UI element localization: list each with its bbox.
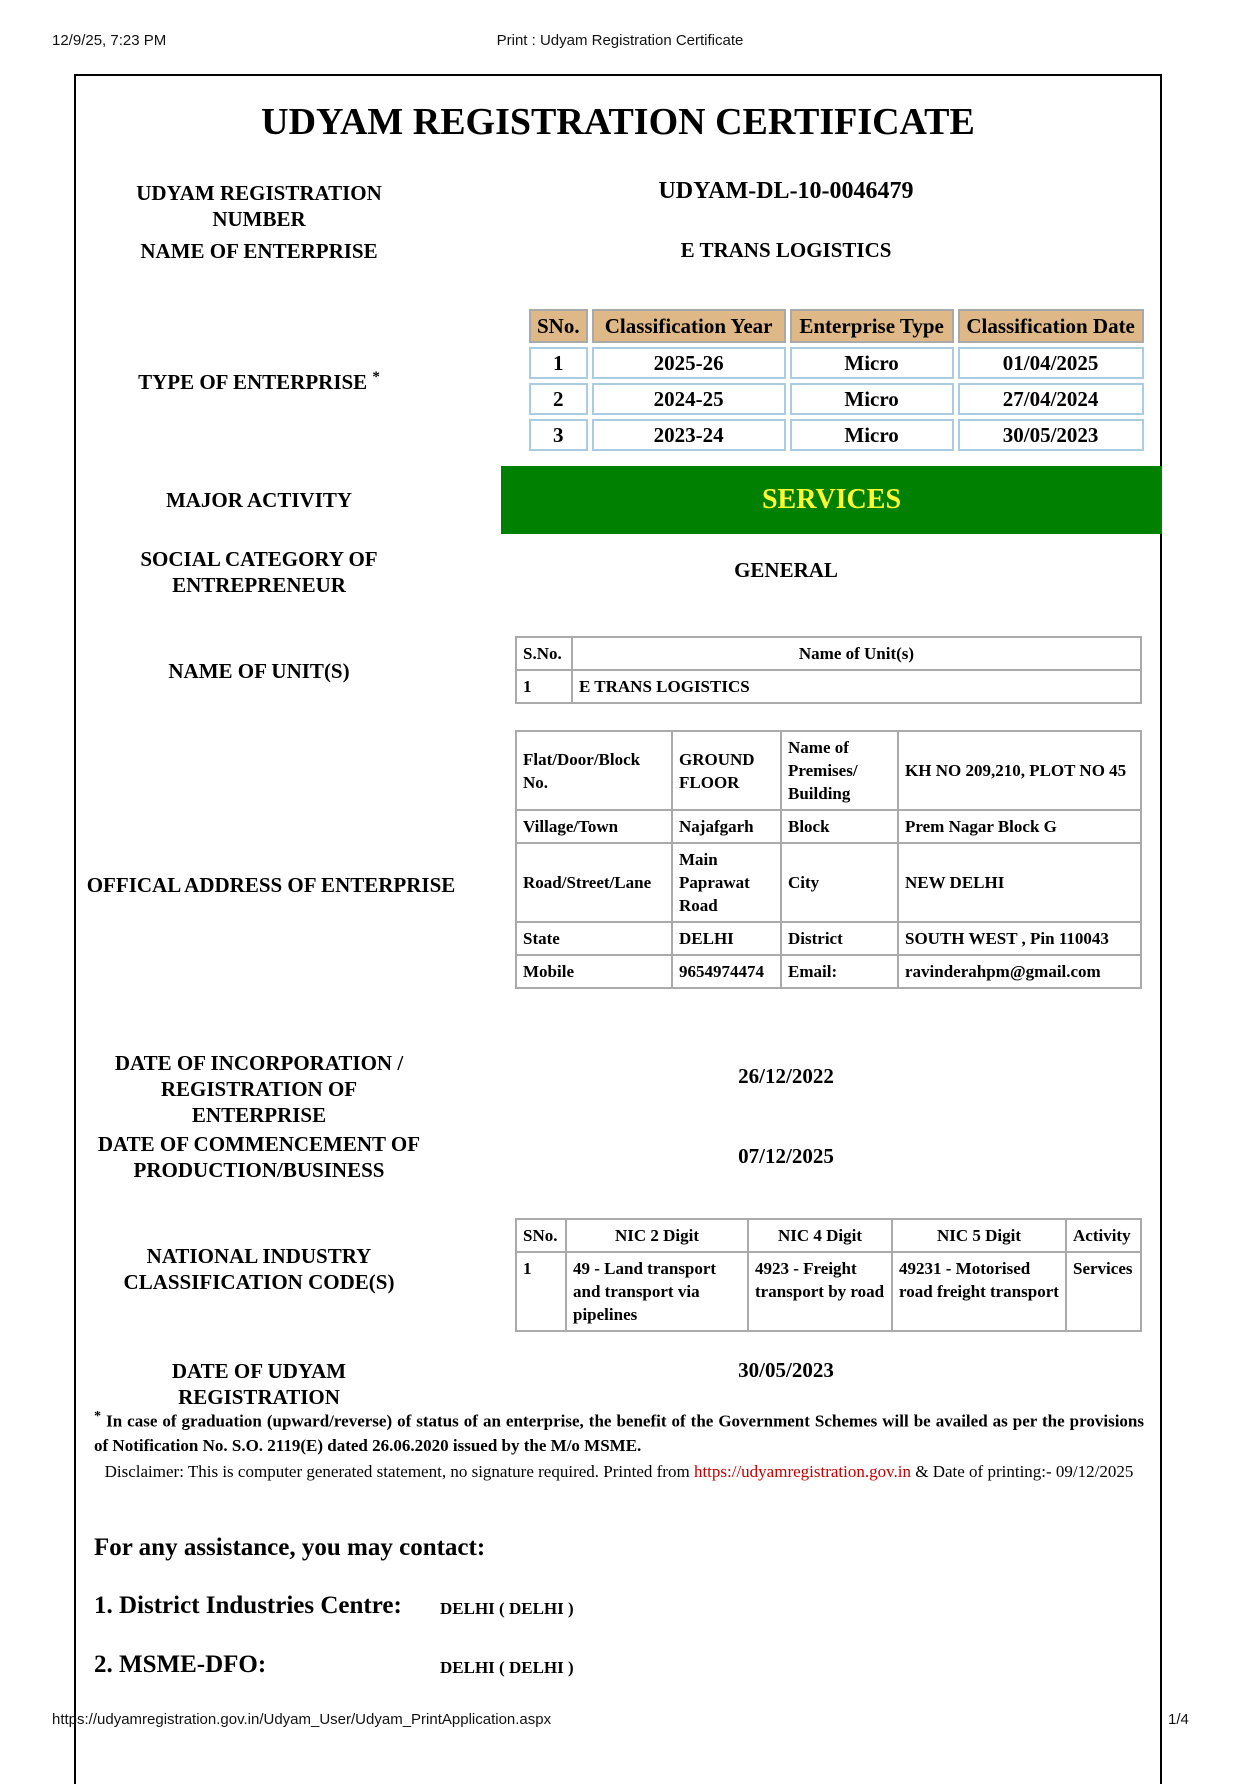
address-field-label: Block bbox=[781, 810, 898, 843]
col-header: NIC 5 Digit bbox=[892, 1219, 1066, 1252]
table-row bbox=[516, 670, 1141, 703]
footnote: * In case of graduation (upward/reverse) of status of an enterprise, the benefit of the Government Schemes will be availed as per the provisions of Notification No. S.O. 2119(E) dated 26.06.2020 issued by the M/o MSME. bbox=[94, 1408, 1144, 1455]
address-field-value: GROUND FLOOR bbox=[672, 731, 781, 810]
table-cell: 4923 - Freight transport by road bbox=[748, 1252, 892, 1331]
col-header: Activity bbox=[1066, 1219, 1141, 1252]
incorporation-label: DATE OF INCORPORATION / REGISTRATION OF ENTERPRISE bbox=[114, 1051, 404, 1127]
table-cell: 1 bbox=[516, 670, 572, 703]
table-cell: Services bbox=[1066, 1252, 1141, 1331]
table-cell: 2024-25 bbox=[592, 383, 786, 415]
address-field-value: 9654974474 bbox=[672, 955, 781, 988]
address-field-label: Email: bbox=[781, 955, 898, 988]
udyam-date-value: 30/05/2023 bbox=[738, 1358, 834, 1382]
table-cell: Micro bbox=[790, 347, 954, 379]
table-cell: 2023-24 bbox=[592, 419, 786, 451]
address-field-label: Village/Town bbox=[516, 810, 672, 843]
table-cell: Micro bbox=[790, 383, 954, 415]
table-cell: Micro bbox=[790, 419, 954, 451]
commencement-date: 07/12/2025 bbox=[738, 1144, 834, 1168]
table-cell: 01/04/2025 bbox=[958, 347, 1144, 379]
nic-label: NATIONAL INDUSTRY CLASSIFICATION CODE(S) bbox=[123, 1244, 395, 1294]
address-field-value: NEW DELHI bbox=[898, 843, 1141, 922]
address-field-value: Prem Nagar Block G bbox=[898, 810, 1141, 843]
social-category-value: GENERAL bbox=[734, 558, 838, 582]
classification-table bbox=[525, 305, 1148, 455]
table-row bbox=[516, 1252, 1141, 1331]
print-timestamp: 12/9/25, 7:23 PM bbox=[52, 32, 167, 49]
table-row bbox=[529, 347, 1144, 379]
table-row bbox=[529, 383, 1144, 415]
address-field-value: KH NO 209,210, PLOT NO 45 bbox=[898, 731, 1141, 810]
address-field-value: Najafgarh bbox=[672, 810, 781, 843]
table-cell: E TRANS LOGISTICS bbox=[572, 670, 1141, 703]
table-row bbox=[516, 843, 1141, 922]
address-field-value: SOUTH WEST , Pin 110043 bbox=[898, 922, 1141, 955]
col-header: Classification Date bbox=[958, 309, 1144, 343]
col-header: NIC 2 Digit bbox=[566, 1219, 748, 1252]
table-cell: 2025-26 bbox=[592, 347, 786, 379]
table-row bbox=[529, 419, 1144, 451]
enterprise-type-label: TYPE OF ENTERPRISE * bbox=[138, 369, 380, 394]
msme-dfo-value: DELHI ( DELHI ) bbox=[440, 1658, 574, 1677]
udyam-date-label: DATE OF UDYAM REGISTRATION bbox=[171, 1359, 347, 1409]
col-header: S.No. bbox=[516, 637, 572, 670]
address-field-label: Name of Premises/ Building bbox=[781, 731, 898, 810]
address-table bbox=[515, 730, 1142, 989]
nic-table bbox=[515, 1218, 1142, 1332]
address-field-label: District bbox=[781, 922, 898, 955]
address-field-label: City bbox=[781, 843, 898, 922]
table-row bbox=[516, 922, 1141, 955]
table-cell: 2 bbox=[529, 383, 588, 415]
dic-label: 1. District Industries Centre: bbox=[94, 1592, 402, 1619]
units-header-row bbox=[516, 637, 1141, 670]
enterprise-name-label: NAME OF ENTERPRISE bbox=[140, 239, 378, 263]
address-field-value: DELHI bbox=[672, 922, 781, 955]
address-field-value: ravinderahpm@gmail.com bbox=[898, 955, 1141, 988]
units-table bbox=[515, 636, 1142, 704]
commencement-label: DATE OF COMMENCEMENT OF PRODUCTION/BUSINESS bbox=[97, 1132, 421, 1182]
address-field-label: Road/Street/Lane bbox=[516, 843, 672, 922]
table-row bbox=[516, 955, 1141, 988]
enterprise-name-value: E TRANS LOGISTICS bbox=[680, 238, 892, 262]
reg-number-label: UDYAM REGISTRATION NUMBER bbox=[136, 181, 382, 231]
udyam-portal-link[interactable]: https://udyamregistration.gov.in bbox=[693, 1462, 911, 1481]
print-page-number: 1/4 bbox=[1168, 1711, 1189, 1728]
contact-heading: For any assistance, you may contact: bbox=[94, 1534, 486, 1561]
certificate-title: UDYAM REGISTRATION CERTIFICATE bbox=[261, 101, 975, 143]
col-header: Classification Year bbox=[592, 309, 786, 343]
msme-dfo-label: 2. MSME-DFO: bbox=[94, 1651, 267, 1678]
address-field-label: Flat/Door/Block No. bbox=[516, 731, 672, 810]
address-label: OFFICAL ADDRESS OF ENTERPRISE bbox=[86, 873, 456, 897]
col-header: NIC 4 Digit bbox=[748, 1219, 892, 1252]
table-cell: 27/04/2024 bbox=[958, 383, 1144, 415]
table-row bbox=[516, 731, 1141, 810]
classification-header-row bbox=[529, 309, 1144, 343]
col-header: SNo. bbox=[516, 1219, 566, 1252]
social-category-label: SOCIAL CATEGORY OF ENTREPRENEUR bbox=[140, 547, 378, 597]
table-cell: 1 bbox=[529, 347, 588, 379]
table-cell: 30/05/2023 bbox=[958, 419, 1144, 451]
incorporation-date: 26/12/2022 bbox=[738, 1064, 834, 1088]
certificate-frame bbox=[74, 74, 1162, 1784]
table-cell: 49 - Land transport and transport via pipelines bbox=[566, 1252, 748, 1331]
table-cell: 49231 - Motorised road freight transport bbox=[892, 1252, 1066, 1331]
units-label: NAME OF UNIT(S) bbox=[168, 659, 350, 683]
print-page-title: Print : Udyam Registration Certificate bbox=[496, 32, 744, 49]
address-field-label: Mobile bbox=[516, 955, 672, 988]
dic-value: DELHI ( DELHI ) bbox=[440, 1599, 574, 1618]
col-header: SNo. bbox=[529, 309, 588, 343]
table-cell: 3 bbox=[529, 419, 588, 451]
print-url: https://udyamregistration.gov.in/Udyam_User/Udyam_PrintApplication.aspx bbox=[52, 1711, 552, 1728]
disclaimer: Disclaimer: This is computer generated statement, no signature required. Printed from https://udyamregistration.gov.in & Date of printing:- 09/12/2025 bbox=[104, 1462, 1134, 1481]
reg-number-value: UDYAM-DL-10-0046479 bbox=[658, 178, 914, 204]
address-field-value: Main Paprawat Road bbox=[672, 843, 781, 922]
major-activity-value: SERVICES bbox=[501, 466, 1162, 534]
major-activity-label: MAJOR ACTIVITY bbox=[165, 488, 353, 512]
table-row bbox=[516, 810, 1141, 843]
address-field-label: State bbox=[516, 922, 672, 955]
col-header: Name of Unit(s) bbox=[572, 637, 1141, 670]
table-cell: 1 bbox=[516, 1252, 566, 1331]
nic-header-row bbox=[516, 1219, 1141, 1252]
col-header: Enterprise Type bbox=[790, 309, 954, 343]
